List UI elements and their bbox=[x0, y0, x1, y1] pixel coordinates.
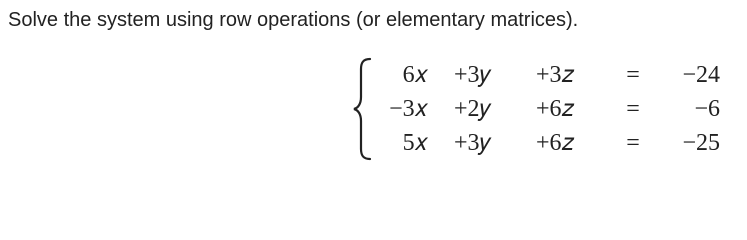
y-term: +2𝑦 bbox=[454, 96, 491, 122]
left-brace-icon bbox=[352, 57, 374, 161]
equals-sign: = bbox=[626, 62, 640, 88]
x-term: −3𝑥 bbox=[389, 96, 428, 122]
rhs-value: −25 bbox=[682, 130, 720, 156]
equals-sign: = bbox=[626, 130, 640, 156]
y-term: +3𝑦 bbox=[454, 62, 491, 88]
equals-sign: = bbox=[626, 96, 640, 122]
x-term: 5𝑥 bbox=[402, 130, 428, 156]
x-term: 6𝑥 bbox=[402, 62, 428, 88]
y-term: +3𝑦 bbox=[454, 130, 491, 156]
z-term: +6𝑧 bbox=[536, 130, 575, 156]
equation-system bbox=[352, 57, 720, 161]
rhs-value: −6 bbox=[694, 96, 720, 122]
rhs-value: −24 bbox=[682, 62, 720, 88]
problem-prompt: Solve the system using row operations (or elementary matrices). bbox=[8, 9, 579, 31]
z-term: +6𝑧 bbox=[536, 96, 575, 122]
z-term: +3𝑧 bbox=[536, 62, 575, 88]
